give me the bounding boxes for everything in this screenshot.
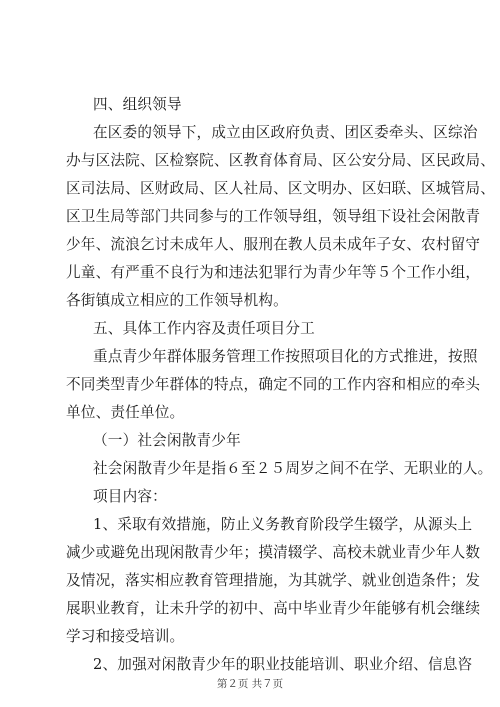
body-line: 2、加强对闲散青少年的职业技能培训、职业介绍、信息咨 [93,656,473,673]
body-line: 在区委的领导下，成立由区政府负责、团区委牵头、区综治 [93,124,478,141]
body-line: 及情况，落实相应教育管理措施，为其就学、就业创造条件；发 [66,572,481,589]
body-line: 儿童、有严重不良行为和违法犯罪行为青少年等５个工作小组， [66,264,481,281]
body-line: 社会闲散青少年是指６至２５周岁之间不在学、无职业的人。 [93,460,493,477]
body-line: 区卫生局等部门共同参与的工作领导组，领导组下设社会闲散青 [66,208,481,225]
page-number-footer: 第２页 共７页 [216,678,284,690]
body-line: 不同类型青少年群体的特点，确定不同的工作内容和相应的牵头 [66,376,481,393]
body-line: 1、采取有效措施，防止义务教育阶段学生辍学，从源头上 [93,516,473,533]
body-line: 展职业教育，让未升学的初中、高中毕业青少年能够有机会继续 [66,600,481,617]
body-line: 减少或避免出现闲散青少年；摸清辍学、高校未就业青少年人数 [66,544,481,561]
body-line: 区司法局、区财政局、区人社局、区文明办、区妇联、区城管局、 [66,180,496,197]
body-line: 各街镇成立相应的工作领导机构。 [66,292,288,309]
body-line: 单位、责任单位。 [66,404,185,421]
body-line: 少年、流浪乞讨未成年人、服刑在教人员未成年子女、农村留守 [66,236,481,253]
section-heading-tasks: 五、具体工作内容及责任项目分工 [93,320,315,337]
body-line: 项目内容： [93,488,167,505]
section-heading-organization: 四、组织领导 [93,96,182,113]
body-line: 重点青少年群体服务管理工作按照项目化的方式推进，按照 [93,348,478,365]
body-line: 办与区法院、区检察院、区教育体育局、区公安分局、区民政局、 [66,152,496,169]
body-line: 学习和接受培训。 [66,628,185,645]
subsection-heading: （一）社会闲散青少年 [93,432,241,449]
